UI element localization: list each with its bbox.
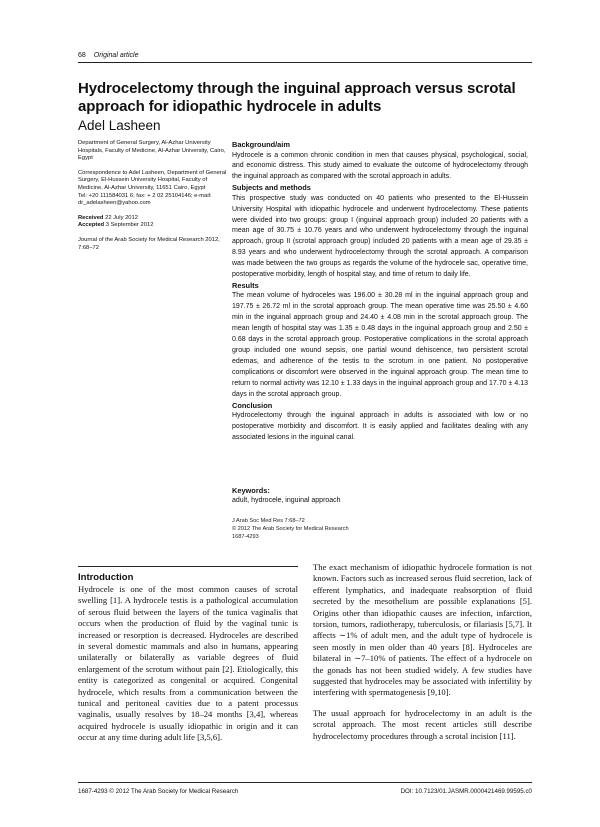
page-number: 68: [78, 52, 86, 59]
intro-rule: [78, 566, 298, 567]
keywords-heading: Keywords:: [232, 486, 270, 495]
correspondence-address: Correspondence to Adel Lasheen, Department of General Surgery, El-Hussein University Hospital, Faculty of Medicine, Al-Azhar University, 11651 Cairo, Egypt: [78, 169, 227, 191]
introduction-heading: Introduction: [78, 572, 134, 583]
conclusion-text: Hydrocelectomy through the inguinal approach in adults is associated with low or no postoperative morbidity and discomfort. It is easily applied and facilitates dealing with any associated lesions in the inguinal canal.: [232, 412, 528, 441]
citation-line: J Arab Soc Med Res 7:68–72: [232, 518, 305, 524]
intro-paragraph: The usual approach for hydrocelectomy in an adult is the scrotal approach. The most recent articles still describe hydrocelectomy procedures through a scrotal incision [11].: [313, 707, 532, 741]
journal-reference: Journal of the Arab Society for Medical Research 2012, 7:68–72: [78, 236, 220, 251]
author-name: Adel Lasheen: [78, 118, 161, 133]
affiliation: Department of General Surgery, Al-Azhar University Hospitals, Faculty of Medicine, Al-Azhar University, Cairo, Egypt: [78, 140, 226, 162]
header-rule: [78, 62, 532, 63]
results-heading: Results: [232, 280, 259, 290]
running-head: [78, 52, 139, 59]
article-meta: [78, 140, 228, 259]
intro-right-column: [313, 562, 532, 742]
citation-issn: 1687-4293: [232, 533, 259, 540]
article-dates: [78, 215, 228, 230]
accepted-date: 3 September 2012: [105, 222, 154, 229]
results-text: The mean volume of hydroceles was 196.00 ± 30.28 ml in the inguinal approach group and 197.75 ± 26.72 ml in the scrotal approach group. The mean operative time was 25.50 ± 4.60 min in the inguinal approach group and 24.40 ± 4.08 min in the scrotal approach group. The mean length of hospital stay was 1.35 ± 0.48 days in the inguinal approach group and 2.50 ± 0.68 days in the scrotal approach group. Postoperative complications in the scrotal approach group included one wound sepsis, one partial wound dehiscence, two persistent scrotal edemas, and adherence of the testis to the scrotum in one patient. No postoperative complications or discomfort were observed in the inguinal approach group. The mean time to return to normal activity was 12.10 ± 1.33 days in the inguinal approach group and 17.70 ± 4.13 days in the scrotal approach group.: [232, 292, 528, 398]
citation-copyright: © 2012 The Arab Society for Medical Research: [232, 525, 349, 532]
received-date: 22 July 2012: [105, 214, 138, 221]
article-title: Hydrocelectomy through the inguinal approach versus scrotal approach for idiopathic hydrocele in adults: [78, 80, 516, 115]
background-heading: Background/aim: [232, 140, 290, 149]
intro-paragraph: The exact mechanism of idiopathic hydrocele formation is not known. Factors such as increased serous fluid secretion, lack of efferent lymphatics, and inadequate reabsorption of fluid secreted by the mesothelium are possible explanations [5]. Origins other than idiopathic causes are infection, infarction, torsion, tumors, radiotherapy, tuberculosis, or filariasis [5,7]. It affects ∼1% of adult men, and the adult type of hydrocele is seen mostly in men older than 40 years [8]. Hydroceles are bilateral in ∼7–10% of patients. The effect of a hydrocele on the gonads has not been studied widely. A few studies have suggested that hydroceles may be associated with infertility by interfering with spermatogenesis [9,10].: [313, 562, 532, 698]
accepted-label: Accepted: [78, 222, 105, 229]
correspondence: [78, 170, 228, 208]
intro-left-column: [78, 584, 298, 744]
abstract: [232, 140, 528, 444]
keywords: adult, hydrocele, inguinal approach: [232, 497, 341, 504]
citation-block: [232, 518, 349, 541]
footer-rule: [78, 782, 532, 783]
correspondence-contact: Tel: +20 111584031 6; fax: + 2 02 25104146; e-mail: dr_adelasheen@yahoo.com: [78, 192, 212, 207]
intro-paragraph: Hydrocele is one of the most common causes of scrotal swelling [1]. A hydrocele testis is a pathological accumulation of serous fluid between the layers of the tunica vaginalis that occurs when the production of fluid by the vaginal tunic is increased or resorption is decreased. Hydroceles are described in several domestic mammals and also in humans, appearing unilaterally or bilaterally as variable degrees of fluid enlargement of the scrotum without pain [2]. Etiologically, this entity is categorized as congenital or acquired. Congenital hydrocele, which results from a communication between the tunical and peritoneal cavities due to a patent processus vaginalis, usually resolves by 18–24 months [3,4], whereas acquired hydrocele is usually idiopathic in origin and it can occur at any time during adult life [3,5,6].: [78, 584, 298, 743]
conclusion-heading: Conclusion: [232, 400, 273, 410]
methods-heading: Subjects and methods: [232, 183, 311, 193]
footer-copyright: 1687-4293 © 2012 The Arab Society for Medical Research: [78, 788, 239, 795]
footer-doi: DOI: 10.7123/01.JASMR.0000421469.99595.c0: [400, 788, 532, 795]
methods-text: This prospective study was conducted on 40 patients who presented to the El-Hussein University Hospital with idiopathic hydrocele and underwent hydrocelectomy. These patients were divided into two groups: group I (inguinal approach group) included 20 patients with a mean age of 30.75 ± 10.76 years and who underwent hydrocelectomy through the inguinal approach, group II (scrotal approach group) included 20 patients with a mean age of 29.35 ± 8.93 years and who underwent hydrocelectomy through the scrotal approach. A comparison was made between the two groups as regards the volume of the hydrocele sac, operative time, postoperative morbidity, length of hospital stay, and time of return to daily life.: [232, 194, 528, 279]
received-label: Received: [78, 214, 104, 221]
section-label: Original article: [93, 52, 139, 59]
background-text: Hydrocele is a common chronic condition in men that causes physical, psychological, social, and economic distress. This study aimed to evaluate the outcome of hydrocelectomy through the inguinal approach as compared with the scrotal approach in adults.: [232, 151, 528, 181]
